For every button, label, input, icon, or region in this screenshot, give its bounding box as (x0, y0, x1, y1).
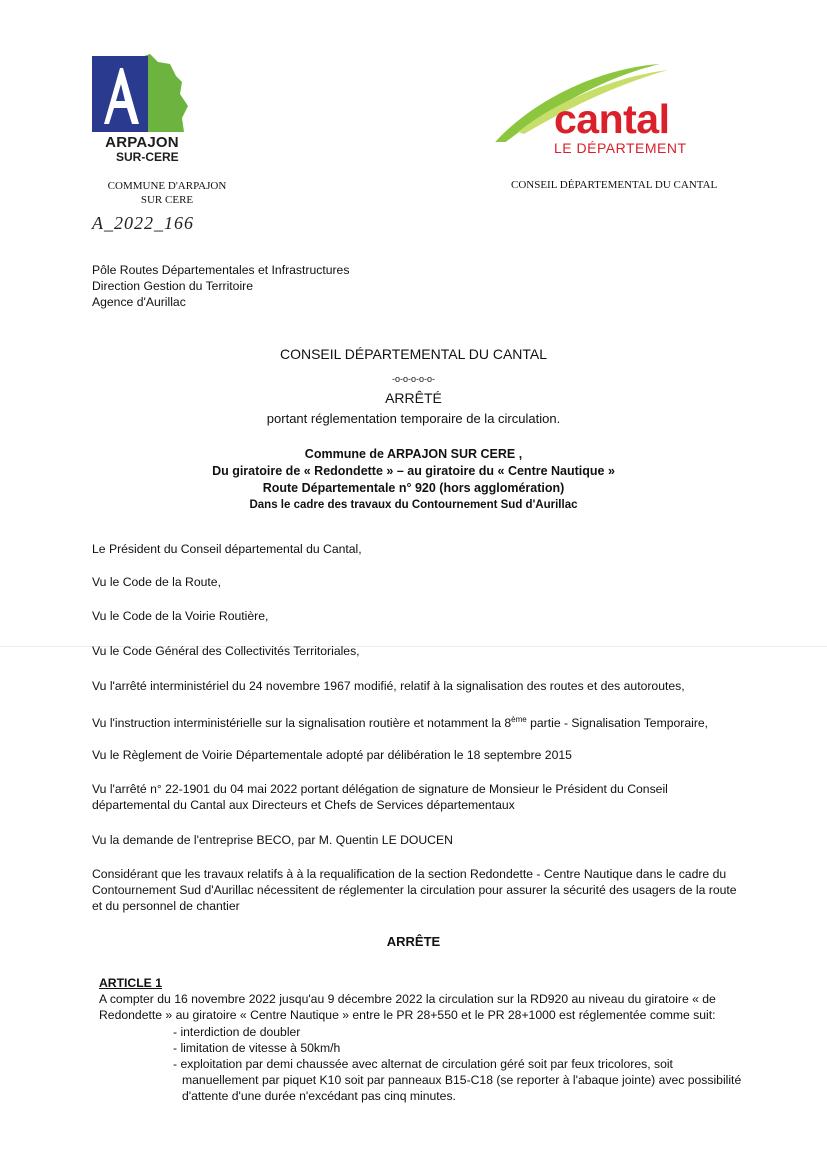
body-vu5-text-end: partie - Signalisation Temporaire, (526, 716, 709, 731)
list-item: - interdiction de doubler (173, 1025, 301, 1039)
body-vu1: Vu le Code de la Route, (92, 575, 221, 589)
conseil-header-right: CONSEIL DÉPARTEMENTAL DU CANTAL (511, 179, 718, 191)
body-considerant-line3: et du personnel de chantier (92, 899, 240, 913)
body-considerant-line2: Contournement Sud d'Aurillac nécessitent de réglementer la circulation pour assurer la sécurité des usagers de la route (92, 883, 737, 897)
commune-header (92, 179, 242, 207)
sender-line2: Direction Gestion du Territoire (92, 279, 253, 293)
sender-line1: Pôle Routes Départementales et Infrastructures (92, 263, 350, 277)
body-considerant (92, 866, 737, 914)
subject-line2: Du giratoire de « Redondette » – au giratoire du « Centre Nautique » (212, 464, 615, 478)
list-item: - limitation de vitesse à 50km/h (173, 1041, 341, 1055)
arpajon-logo-text: ARPAJON (105, 134, 179, 151)
subject-line4: Dans le cadre des travaux du Contournement Sud d'Aurillac (249, 499, 578, 511)
body-vu3: Vu le Code Général des Collectivités Territoriales, (92, 644, 360, 658)
sender-block (92, 262, 349, 310)
body-vu6: Vu le Règlement de Voirie Départementale adopté par délibération le 18 septembre 2015 (92, 748, 572, 762)
handwritten-reference: A_2022_166 (92, 213, 194, 233)
body-vu5-text: Vu l'instruction interministérielle sur la signalisation routière et notamment la 8 (92, 716, 512, 731)
article1-title: ARTICLE 1 (99, 976, 162, 990)
body-vu7 (92, 781, 668, 813)
list-item: - exploitation par demi chaussée avec alternat de circulation géré soit par feux tricolores, soit (173, 1057, 673, 1071)
subject-line1: Commune de ARPAJON SUR CERE , (304, 447, 523, 461)
arpajon-emblem-icon (92, 54, 192, 134)
cantal-logo (488, 62, 698, 162)
title-conseil: CONSEIL DÉPARTEMENTAL DU CANTAL (279, 346, 548, 362)
title-ornament: -o-o-o-o-o- (391, 374, 435, 384)
article1-paragraph (99, 991, 716, 1023)
article1-list (173, 1024, 741, 1104)
cantal-logo-sub: LE DÉPARTEMENT (554, 140, 687, 156)
title-subtitle: portant réglementation temporaire de la circulation. (266, 411, 561, 426)
body-considerant-line1: Considérant que les travaux relatifs à à la requalification de la section Redondette - Centre Nautique dans le cadre du (92, 867, 727, 881)
subject-block (0, 446, 827, 514)
body-vu2: Vu le Code de la Voirie Routière, (92, 609, 269, 623)
arpajon-logo-subtext: SUR-CERE (116, 150, 179, 164)
cantal-logo-word: cantal (554, 96, 670, 142)
body-vu5 (92, 712, 708, 731)
arrete-heading: ARRÊTE (386, 934, 441, 949)
commune-line2: SUR CERE (140, 194, 194, 206)
body-vu5-sup: ème (511, 715, 527, 724)
body-president: Le Président du Conseil départemental du Cantal, (92, 542, 362, 556)
list-item-continuation: d'attente d'une durée n'excédant pas cinq minutes. (182, 1089, 456, 1103)
article1-line1: A compter du 16 novembre 2022 jusqu'au 9 décembre 2022 la circulation sur la RD920 au niveau du giratoire « de (99, 992, 716, 1006)
sender-line3: Agence d'Aurillac (92, 295, 186, 309)
body-vu7-line1: Vu l'arrêté n° 22-1901 du 04 mai 2022 portant délégation de signature de Monsieur le Président du Conseil (92, 782, 668, 796)
commune-line1: COMMUNE D'ARPAJON (107, 180, 227, 192)
body-vu8: Vu la demande de l'entreprise BECO, par M. Quentin LE DOUCEN (92, 833, 453, 847)
body-vu4: Vu l'arrêté interministériel du 24 novembre 1967 modifié, relatif à la signalisation des routes et des autoroutes, (92, 679, 685, 693)
title-arrete: ARRÊTÉ (385, 390, 442, 406)
list-item-continuation: manuellement par piquet K10 soit par panneaux B15-C18 (se reporter à l'abaque jointe) avec possibilité (182, 1073, 742, 1087)
article1-line2: Redondette » au giratoire « Centre Nautique » entre le PR 28+550 et le PR 28+1000 est réglementée comme suit: (99, 1008, 716, 1022)
subject-line3: Route Départementale n° 920 (hors agglomération) (262, 481, 565, 495)
arpajon-logo (92, 54, 192, 164)
body-vu7-line2: départemental du Cantal aux Directeurs et Chefs de Services départementaux (92, 798, 515, 812)
